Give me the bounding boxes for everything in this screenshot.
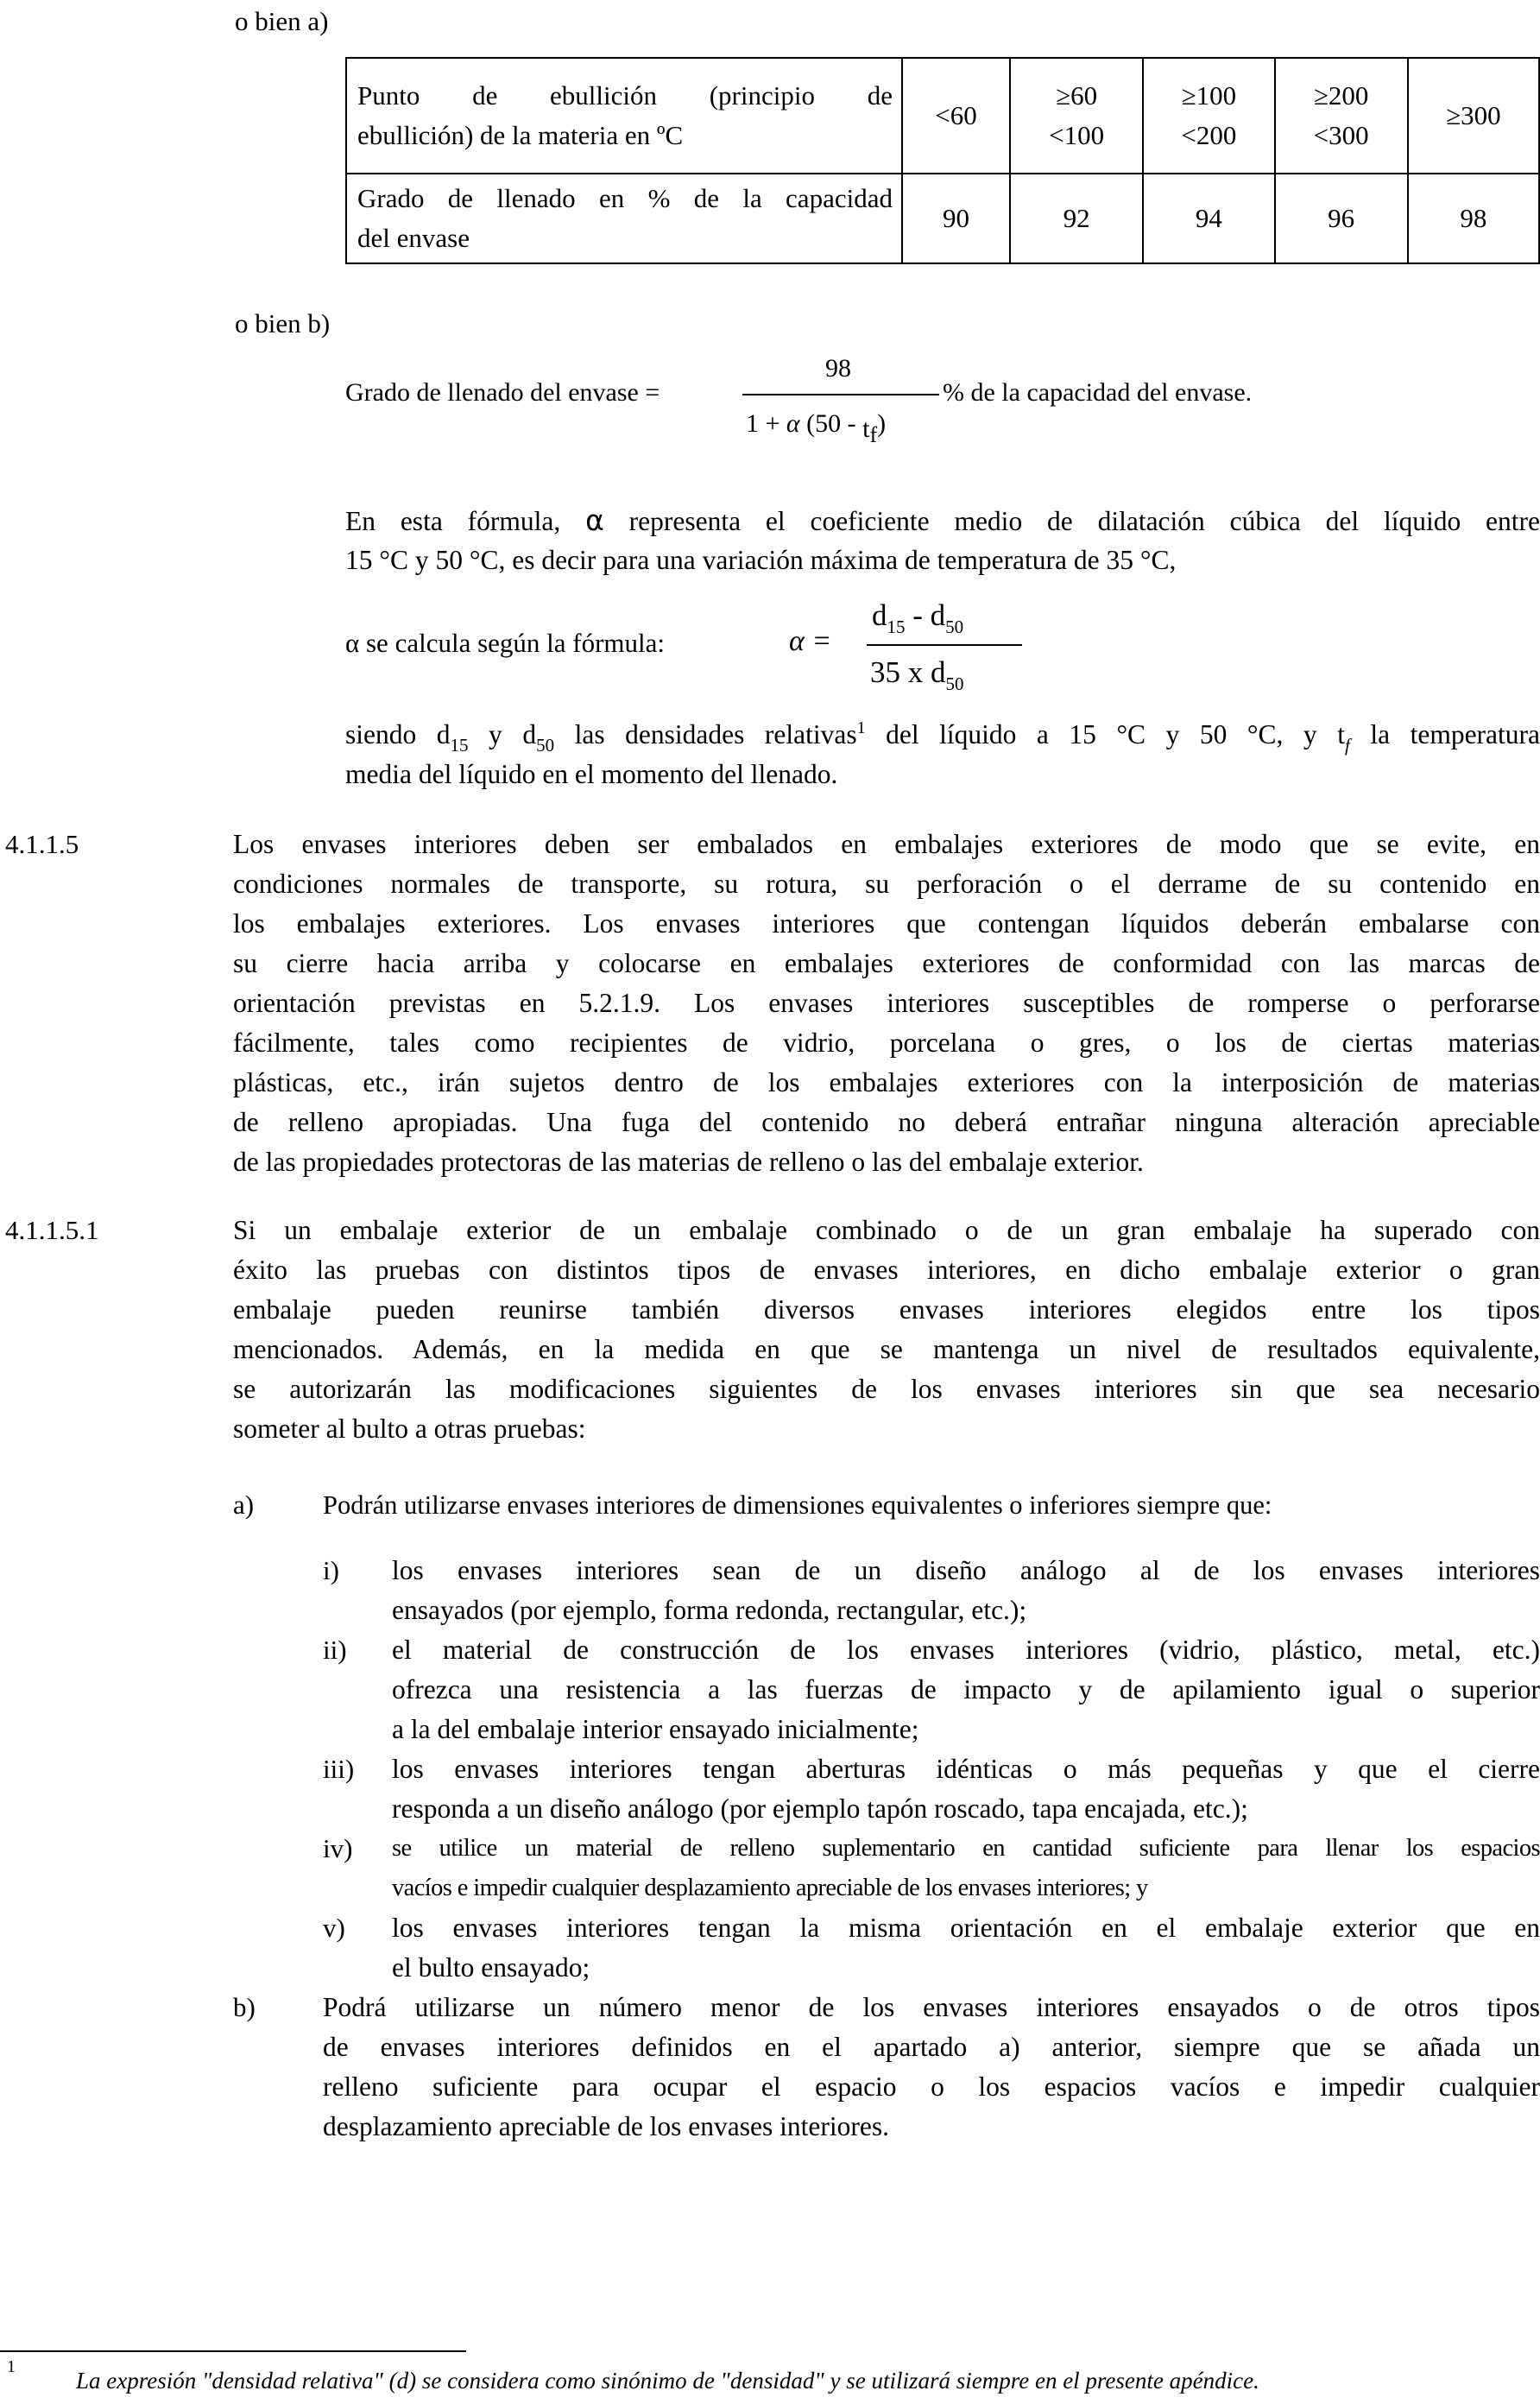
text-line: los envases interiores tengan la misma orientación en el embalaje exterior que en bbox=[392, 1913, 1540, 1943]
text-line: En esta fórmula, α representa el coeficiente medio de dilatación cúbica del líquido entre bbox=[345, 503, 1540, 537]
footnote-text: La expresión "densidad relativa" (d) se considera como sinónimo de "densidad" y se utilizará siempre en el presente apéndice. bbox=[76, 2368, 1259, 2394]
formula-denominator: 1 + α (50 - tf) bbox=[746, 409, 887, 447]
subitem-text bbox=[392, 1908, 1540, 1988]
alpha-numerator: $d_{15} - d_{50}$ bbox=[872, 598, 964, 637]
option-a-label: o bien a) bbox=[235, 6, 329, 36]
text-line: Podrá utilizarse un número menor de los envases interiores ensayados o de otros tipos bbox=[323, 1992, 1540, 2022]
boiling-point-row bbox=[346, 58, 1539, 174]
text-line: mencionados. Además, en la medida en que se mantenga un nivel de resultados equivalente, bbox=[233, 1334, 1540, 1364]
fraction-bar bbox=[742, 394, 939, 395]
text-line: condiciones normales de transporte, su rotura, su perforación o el derrame de su contenido en bbox=[233, 869, 1540, 899]
section-paragraph bbox=[233, 1211, 1540, 1449]
option-b-label: o bien b) bbox=[235, 308, 331, 338]
text-line: el bulto ensayado; bbox=[392, 1952, 590, 1983]
text-line: los envases interiores tengan aberturas idénticas o más pequeñas y que el cierre bbox=[392, 1754, 1540, 1784]
temp-cell: ≥300 bbox=[1408, 58, 1539, 174]
formula-lhs: Grado de llenado del envase = bbox=[345, 378, 660, 407]
density-explanation bbox=[345, 715, 1540, 794]
item-b-label: b) bbox=[233, 1992, 256, 2022]
text-line: ensayados (por ejemplo, forma redonda, rectangular, etc.); bbox=[392, 1595, 1027, 1625]
formula-explanation bbox=[345, 501, 1540, 580]
table-header-line: Punto de ebullición (principio de bbox=[357, 80, 893, 111]
table-header-line: Grado de llenado en % de la capacidad bbox=[357, 183, 893, 213]
text-line: se utilice un material de relleno suplementario en cantidad suficiente para llenar los espacios bbox=[392, 1835, 1540, 1862]
text-line: plásticas, etc., irán sujetos dentro de los embalajes exteriores con la interposición de materias bbox=[233, 1067, 1540, 1097]
fill-value-cell: 96 bbox=[1275, 174, 1408, 263]
text-line: Los envases interiores deben ser embalados en embalajes exteriores de modo que se evite, en bbox=[233, 829, 1540, 859]
text-line: los embalajes exteriores. Los envases interiores que contengan líquidos deberán embalarse con bbox=[233, 908, 1540, 939]
text-line: de las propiedades protectoras de las materias de relleno o las del embalaje exterior. bbox=[233, 1147, 1144, 1177]
subitem-label: v) bbox=[323, 1913, 345, 1943]
text-line: de envases interiores definidos en el apartado a) anterior, siempre que se añada un bbox=[323, 2032, 1540, 2062]
table-header-line: del envase bbox=[357, 223, 470, 253]
item-a-text: Podrán utilizarse envases interiores de dimensiones equivalentes o inferiores siempre que: bbox=[323, 1490, 1272, 1520]
subitem-label: i) bbox=[323, 1555, 339, 1585]
text-line: relleno suficiente para ocupar el espacio o los espacios vacíos e impedir cualquier bbox=[323, 2071, 1540, 2102]
text-line: someter al bulto a otras pruebas: bbox=[233, 1414, 586, 1444]
footnote-mark: 1 bbox=[7, 2357, 16, 2376]
fill-value-cell: 98 bbox=[1408, 174, 1539, 263]
alpha-denominator: 35 x $d_{50}$ bbox=[870, 655, 964, 694]
text-line: fácilmente, tales como recipientes de vidrio, porcelana o gres, o los de ciertas materias bbox=[233, 1028, 1540, 1058]
text-line: embalaje pueden reunirse también diversos envases interiores elegidos entre los tipos bbox=[233, 1294, 1540, 1325]
item-b-text bbox=[323, 1988, 1540, 2147]
formula-numerator: 98 bbox=[825, 354, 851, 383]
text-line: de relleno apropiadas. Una fuga del contenido no deberá entrañar ninguna alteración apreciable bbox=[233, 1107, 1540, 1137]
text-line: siendo $d_{15}$ y $d_{50}$ las densidades relativas$^1$ del líquido a 15 °C y 50 °C, y $t_f$ la temperatura bbox=[345, 718, 1540, 756]
subitem-label: iii) bbox=[323, 1754, 355, 1784]
boiling-point-header bbox=[346, 58, 902, 174]
temp-cell: ≥200 <300 bbox=[1275, 58, 1408, 174]
temp-cell: <60 bbox=[902, 58, 1010, 174]
text-line: Si un embalaje exterior de un embalaje combinado o de un gran embalaje ha superado con bbox=[233, 1215, 1540, 1245]
table-header-line: ebullición) de la materia en ºC bbox=[357, 120, 684, 150]
text-line: a la del embalaje interior ensayado inicialmente; bbox=[392, 1714, 919, 1744]
text-line: media del líquido en el momento del llenado. bbox=[345, 759, 838, 789]
text-line: responda a un diseño análogo (por ejemplo tapón roscado, tapa encajada, etc.); bbox=[392, 1793, 1248, 1824]
text-line: se autorizarán las modificaciones siguientes de los envases interiores sin que sea necesario bbox=[233, 1374, 1540, 1404]
text-line: 15 °C y 50 °C, es decir para una variación máxima de temperatura de 35 °C, bbox=[345, 545, 1177, 575]
text-line: vacíos e impedir cualquier desplazamiento apreciable de los envases interiores; y bbox=[392, 1875, 1148, 1901]
filling-degree-table bbox=[345, 57, 1540, 264]
subitem-text bbox=[392, 1551, 1540, 1630]
temp-cell: ≥60 <100 bbox=[1010, 58, 1143, 174]
subitem-label: ii) bbox=[323, 1635, 347, 1665]
temp-cell: ≥100 <200 bbox=[1143, 58, 1274, 174]
text-line: desplazamiento apreciable de los envases interiores. bbox=[323, 2111, 889, 2141]
subitem-text bbox=[392, 1749, 1540, 1829]
alpha-formula-label: α se calcula según la fórmula: bbox=[345, 628, 666, 658]
section-number: 4.1.1.5.1 bbox=[5, 1215, 99, 1245]
subitem-text bbox=[392, 1630, 1540, 1749]
footnote-rule bbox=[0, 2350, 466, 2352]
text-line: ofrezca una resistencia a las fuerzas de impacto y de apilamiento igual o superior bbox=[392, 1674, 1540, 1704]
section-paragraph bbox=[233, 825, 1540, 1182]
text-line: su cierre hacia arriba y colocarse en embalajes exteriores de conformidad con las marcas de bbox=[233, 948, 1540, 978]
text-line: orientación previstas en 5.2.1.9. Los envases interiores susceptibles de romperse o perforarse bbox=[233, 988, 1540, 1018]
fill-value-cell: 94 bbox=[1143, 174, 1274, 263]
text-line: los envases interiores sean de un diseño análogo al de los envases interiores bbox=[392, 1555, 1540, 1585]
alpha-symbol: α = bbox=[789, 625, 832, 657]
section-number: 4.1.1.5 bbox=[5, 829, 79, 859]
subitem-label: iv) bbox=[323, 1833, 353, 1863]
item-a-label: a) bbox=[233, 1489, 255, 1520]
fraction-bar bbox=[867, 644, 1022, 646]
subitem-text bbox=[392, 1829, 1540, 1908]
fill-degree-row bbox=[346, 174, 1539, 263]
fill-degree-header bbox=[346, 174, 902, 263]
fill-value-cell: 92 bbox=[1010, 174, 1143, 263]
text-line: éxito las pruebas con distintos tipos de envases interiores, en dicho embalaje exterior o gran bbox=[233, 1255, 1540, 1285]
fill-value-cell: 90 bbox=[902, 174, 1010, 263]
text-line: el material de construcción de los envases interiores (vidrio, plástico, metal, etc.) bbox=[392, 1635, 1540, 1665]
formula-rhs: % de la capacidad del envase. bbox=[943, 378, 1253, 407]
